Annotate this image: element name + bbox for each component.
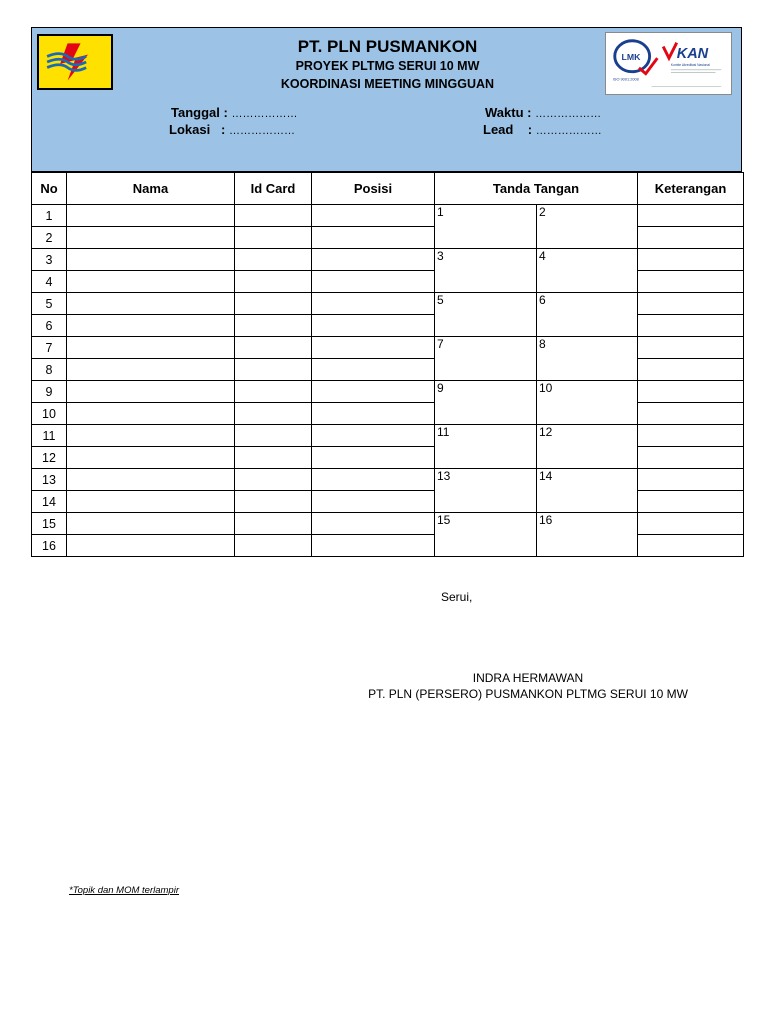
nama-cell[interactable] bbox=[67, 469, 235, 491]
signer-name: INDRA HERMAWAN bbox=[472, 671, 584, 685]
posisi-cell[interactable] bbox=[312, 293, 435, 315]
id-card-cell[interactable] bbox=[235, 359, 312, 381]
keterangan-cell[interactable] bbox=[638, 205, 744, 227]
row-number: 1 bbox=[32, 205, 67, 227]
posisi-cell[interactable] bbox=[312, 249, 435, 271]
nama-cell[interactable] bbox=[67, 447, 235, 469]
iso-cert-text: ISO 9001:2008 bbox=[612, 76, 639, 82]
table-row bbox=[32, 425, 744, 447]
keterangan-cell[interactable] bbox=[638, 359, 744, 381]
id-card-cell[interactable] bbox=[235, 337, 312, 359]
header-posisi: Posisi bbox=[312, 173, 435, 205]
signature-cell[interactable]: 9 bbox=[435, 381, 537, 425]
waktu-field bbox=[485, 105, 601, 120]
signature-cell[interactable]: 10 bbox=[537, 381, 638, 425]
row-number: 4 bbox=[32, 271, 67, 293]
posisi-cell[interactable] bbox=[312, 359, 435, 381]
header-tanda-tangan: Tanda Tangan bbox=[435, 173, 638, 205]
table-row bbox=[32, 491, 744, 513]
table-row bbox=[32, 535, 744, 557]
table-row bbox=[32, 359, 744, 381]
signature-cell[interactable]: 8 bbox=[537, 337, 638, 381]
nama-cell[interactable] bbox=[67, 249, 235, 271]
signature-cell[interactable]: 13 bbox=[435, 469, 537, 513]
lokasi-label: Lokasi : bbox=[169, 122, 226, 137]
certification-logo bbox=[605, 32, 732, 95]
signature-cell[interactable]: 4 bbox=[537, 249, 638, 293]
keterangan-cell[interactable] bbox=[638, 249, 744, 271]
nama-cell[interactable] bbox=[67, 491, 235, 513]
lokasi-field bbox=[169, 122, 295, 137]
header-no: No bbox=[32, 173, 67, 205]
row-number: 14 bbox=[32, 491, 67, 513]
nama-cell[interactable] bbox=[67, 359, 235, 381]
posisi-cell[interactable] bbox=[312, 491, 435, 513]
attendance-table bbox=[31, 172, 744, 557]
signature-cell[interactable]: 1 bbox=[435, 205, 537, 249]
signature-cell[interactable]: 6 bbox=[537, 293, 638, 337]
nama-cell[interactable] bbox=[67, 381, 235, 403]
tanggal-value: ……………… bbox=[231, 108, 298, 120]
keterangan-cell[interactable] bbox=[638, 403, 744, 425]
nama-cell[interactable] bbox=[67, 271, 235, 293]
footnote: *Topik dan MOM terlampir bbox=[69, 885, 179, 896]
keterangan-cell[interactable] bbox=[638, 447, 744, 469]
table-row bbox=[32, 249, 744, 271]
id-card-cell[interactable] bbox=[235, 403, 312, 425]
table-header-row bbox=[32, 173, 744, 205]
table-row bbox=[32, 205, 744, 227]
signature-cell[interactable]: 2 bbox=[537, 205, 638, 249]
id-card-cell[interactable] bbox=[235, 249, 312, 271]
row-number: 13 bbox=[32, 469, 67, 491]
signer-organization: PT. PLN (PERSERO) PUSMANKON PLTMG SERUI 10 MW bbox=[368, 687, 688, 701]
posisi-cell[interactable] bbox=[312, 403, 435, 425]
row-number: 6 bbox=[32, 315, 67, 337]
waktu-label: Waktu : bbox=[485, 105, 532, 120]
signing-place: Serui, bbox=[441, 590, 473, 604]
posisi-cell[interactable] bbox=[312, 469, 435, 491]
id-card-cell[interactable] bbox=[235, 315, 312, 337]
id-card-cell[interactable] bbox=[235, 271, 312, 293]
nama-cell[interactable] bbox=[67, 337, 235, 359]
row-number: 8 bbox=[32, 359, 67, 381]
header-keterangan: Keterangan bbox=[638, 173, 744, 205]
keterangan-cell[interactable] bbox=[638, 337, 744, 359]
posisi-cell[interactable] bbox=[312, 227, 435, 249]
company-title: PT. PLN PUSMANKON bbox=[297, 37, 478, 56]
signature-cell[interactable]: 5 bbox=[435, 293, 537, 337]
posisi-cell[interactable] bbox=[312, 381, 435, 403]
id-card-cell[interactable] bbox=[235, 381, 312, 403]
project-title: PROYEK PLTMG SERUI 10 MW bbox=[295, 59, 480, 73]
nama-cell[interactable] bbox=[67, 205, 235, 227]
keterangan-cell[interactable] bbox=[638, 513, 744, 535]
row-number: 7 bbox=[32, 337, 67, 359]
id-card-cell[interactable] bbox=[235, 535, 312, 557]
lmk-mark-text: LMK bbox=[621, 52, 641, 63]
posisi-cell[interactable] bbox=[312, 271, 435, 293]
id-card-cell[interactable] bbox=[235, 447, 312, 469]
table-row bbox=[32, 381, 744, 403]
header-nama: Nama bbox=[67, 173, 235, 205]
keterangan-cell[interactable] bbox=[638, 535, 744, 557]
row-number: 5 bbox=[32, 293, 67, 315]
id-card-cell[interactable] bbox=[235, 425, 312, 447]
posisi-cell[interactable] bbox=[312, 513, 435, 535]
lead-value: ……………… bbox=[535, 125, 602, 137]
signature-cell[interactable]: 15 bbox=[435, 513, 537, 557]
lead-field bbox=[483, 122, 602, 137]
keterangan-cell[interactable] bbox=[638, 425, 744, 447]
row-number: 11 bbox=[32, 425, 67, 447]
table-row bbox=[32, 337, 744, 359]
waktu-value: ……………… bbox=[535, 108, 602, 120]
signature-cell[interactable]: 12 bbox=[537, 425, 638, 469]
kan-certification-icon bbox=[606, 33, 731, 94]
row-number: 16 bbox=[32, 535, 67, 557]
tanggal-field bbox=[171, 105, 297, 120]
keterangan-cell[interactable] bbox=[638, 381, 744, 403]
nama-cell[interactable] bbox=[67, 227, 235, 249]
tanggal-label: Tanggal : bbox=[171, 105, 228, 120]
header-band bbox=[31, 27, 742, 172]
nama-cell[interactable] bbox=[67, 315, 235, 337]
table-row bbox=[32, 293, 744, 315]
header-id-card: Id Card bbox=[235, 173, 312, 205]
signature-cell[interactable]: 16 bbox=[537, 513, 638, 557]
table-row bbox=[32, 403, 744, 425]
keterangan-cell[interactable] bbox=[638, 227, 744, 249]
signature-cell[interactable]: 3 bbox=[435, 249, 537, 293]
kan-caption-text: Komite Akreditasi Nasional bbox=[670, 62, 710, 67]
signature-cell[interactable]: 7 bbox=[435, 337, 537, 381]
id-card-cell[interactable] bbox=[235, 469, 312, 491]
row-number: 10 bbox=[32, 403, 67, 425]
table-row bbox=[32, 227, 744, 249]
id-card-cell[interactable] bbox=[235, 227, 312, 249]
posisi-cell[interactable] bbox=[312, 447, 435, 469]
keterangan-cell[interactable] bbox=[638, 491, 744, 513]
keterangan-cell[interactable] bbox=[638, 469, 744, 491]
lokasi-value: ……………… bbox=[228, 125, 295, 137]
row-number: 2 bbox=[32, 227, 67, 249]
id-card-cell[interactable] bbox=[235, 293, 312, 315]
nama-cell[interactable] bbox=[67, 403, 235, 425]
table-row bbox=[32, 513, 744, 535]
nama-cell[interactable] bbox=[67, 535, 235, 557]
signature-cell[interactable]: 11 bbox=[435, 425, 537, 469]
table-row bbox=[32, 315, 744, 337]
table-row bbox=[32, 271, 744, 293]
kan-brand-text: KAN bbox=[676, 46, 709, 63]
nama-cell[interactable] bbox=[67, 513, 235, 535]
id-card-cell[interactable] bbox=[235, 205, 312, 227]
row-number: 12 bbox=[32, 447, 67, 469]
row-number: 3 bbox=[32, 249, 67, 271]
nama-cell[interactable] bbox=[67, 425, 235, 447]
posisi-cell[interactable] bbox=[312, 425, 435, 447]
row-number: 15 bbox=[32, 513, 67, 535]
table-row bbox=[32, 447, 744, 469]
row-number: 9 bbox=[32, 381, 67, 403]
keterangan-cell[interactable] bbox=[638, 315, 744, 337]
posisi-cell[interactable] bbox=[312, 205, 435, 227]
meeting-title: KOORDINASI MEETING MINGGUAN bbox=[280, 77, 495, 91]
signer-block bbox=[355, 670, 701, 702]
id-card-cell[interactable] bbox=[235, 513, 312, 535]
lead-label: Lead : bbox=[483, 122, 533, 137]
posisi-cell[interactable] bbox=[312, 337, 435, 359]
nama-cell[interactable] bbox=[67, 293, 235, 315]
id-card-cell[interactable] bbox=[235, 491, 312, 513]
table-row bbox=[32, 469, 744, 491]
posisi-cell[interactable] bbox=[312, 315, 435, 337]
posisi-cell[interactable] bbox=[312, 535, 435, 557]
keterangan-cell[interactable] bbox=[638, 271, 744, 293]
keterangan-cell[interactable] bbox=[638, 293, 744, 315]
signature-cell[interactable]: 14 bbox=[537, 469, 638, 513]
